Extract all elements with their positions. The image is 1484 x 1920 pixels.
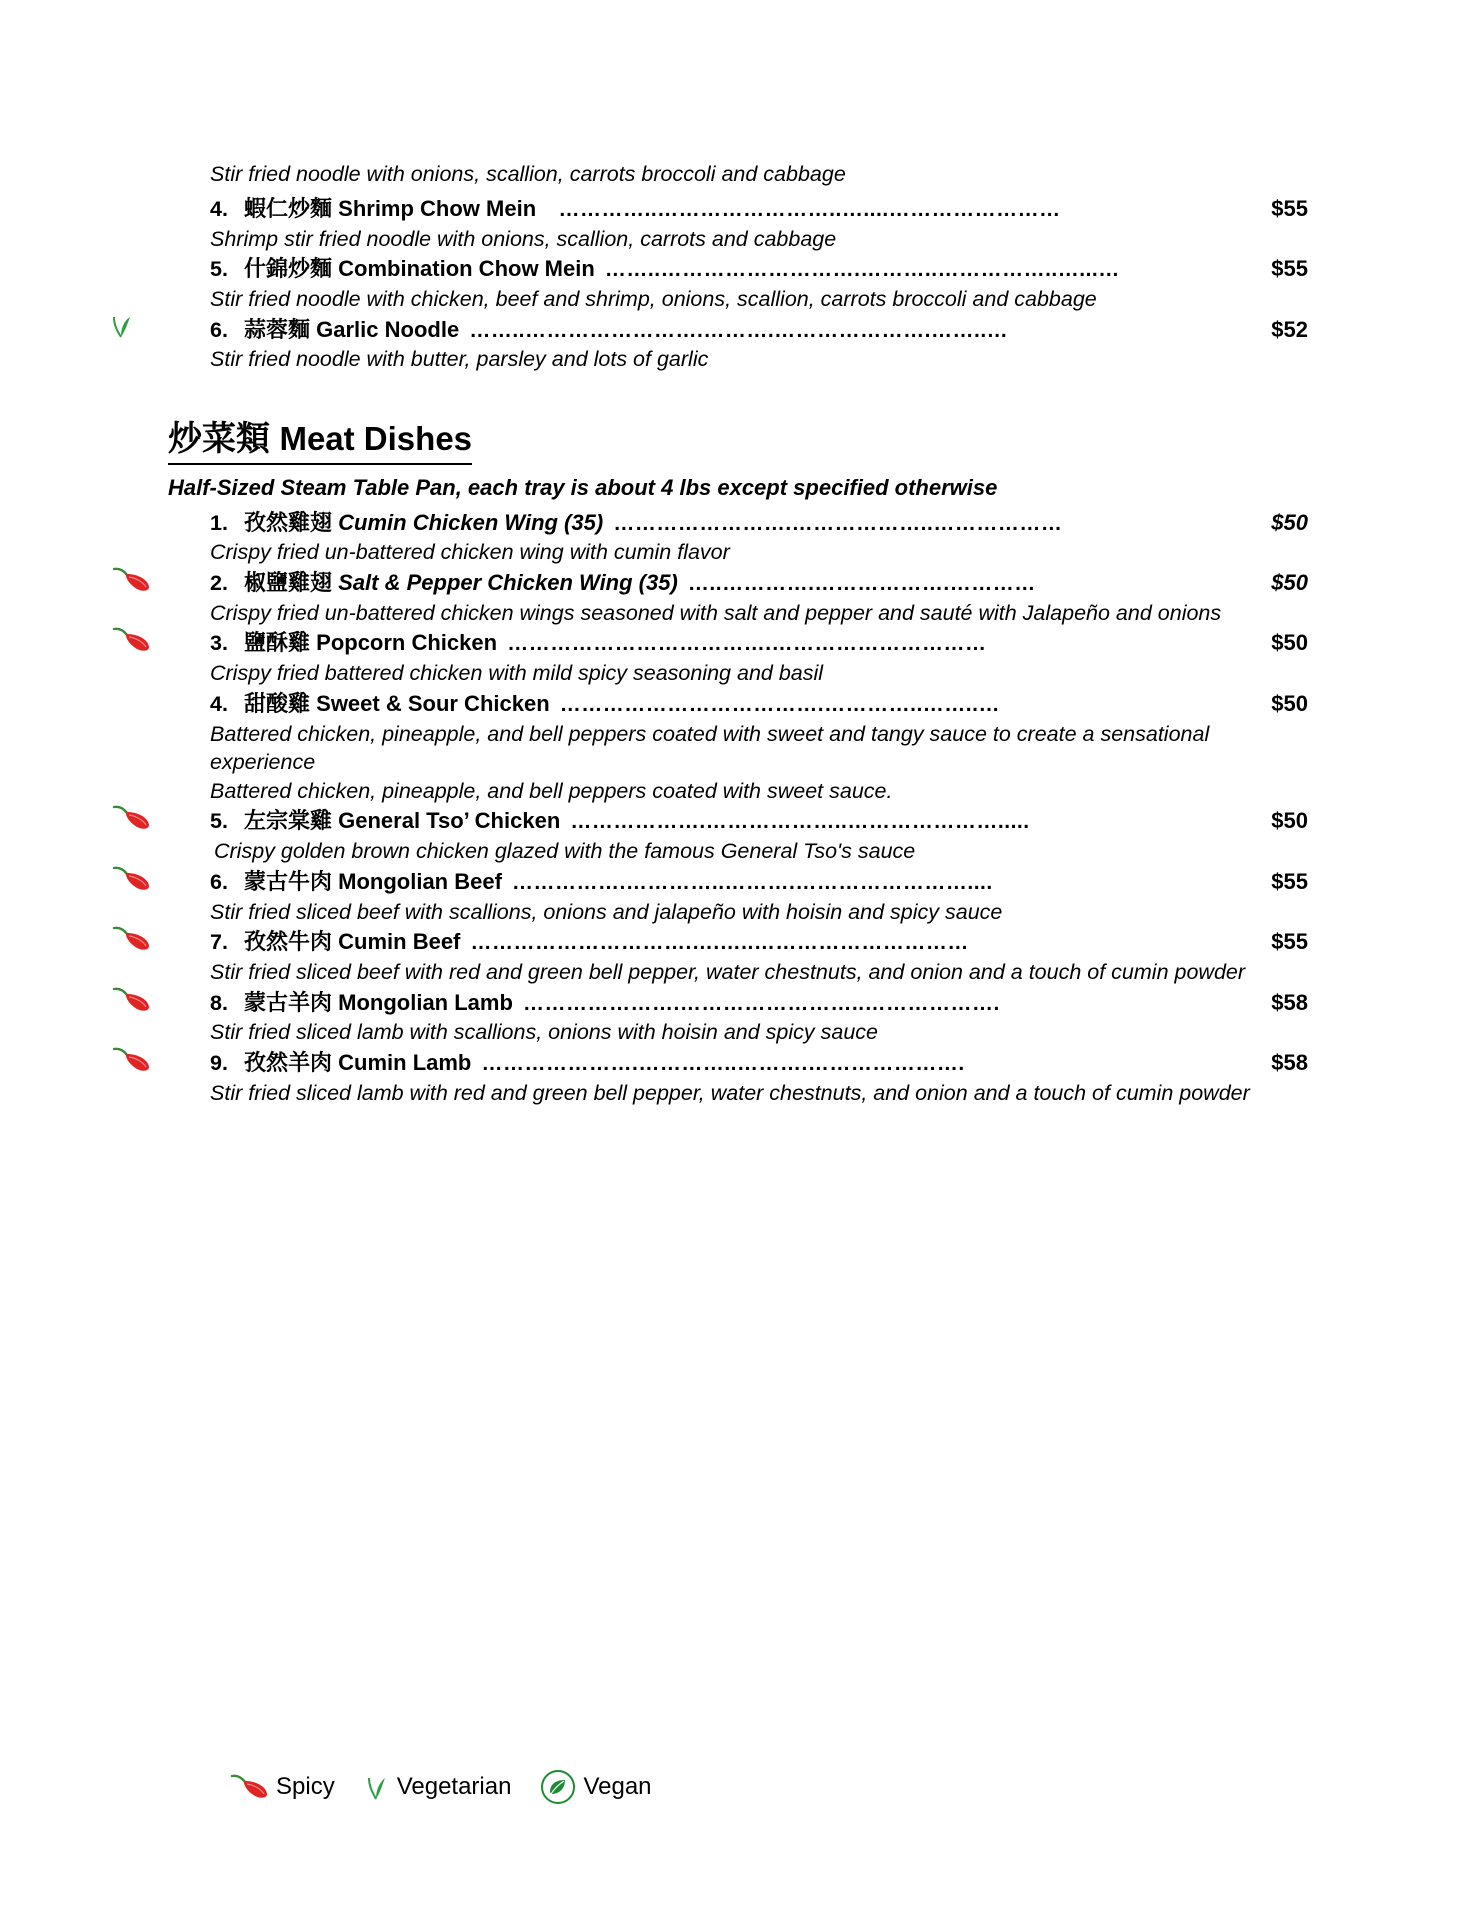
leaf-icon bbox=[110, 314, 134, 340]
item-name-zh: 甜酸雞 bbox=[244, 690, 311, 716]
menu-item-line bbox=[210, 805, 1308, 837]
item-description: Stir fried noodle with butter, parsley and lots of garlic bbox=[210, 347, 709, 372]
menu-item bbox=[168, 567, 1308, 627]
chili-icon bbox=[110, 926, 150, 952]
item-number: 5. bbox=[210, 809, 228, 834]
menu-item-line bbox=[210, 987, 1308, 1019]
item-description: Crispy fried battered chicken with mild spicy seasoning and basil bbox=[210, 661, 824, 686]
menu-item bbox=[168, 805, 1308, 865]
item-name-en: Mongolian Beef bbox=[338, 868, 502, 894]
leader-dots: …………….…………..……….…………………….... bbox=[512, 870, 993, 894]
spicy-marker bbox=[110, 866, 154, 894]
section-header bbox=[168, 418, 472, 465]
menu-item bbox=[168, 926, 1308, 986]
item-name-en: Shrimp Chow Mein bbox=[338, 195, 537, 221]
menu-item bbox=[168, 987, 1308, 1047]
chili-icon bbox=[110, 567, 150, 593]
item-name-zh: 椒鹽雞翅 bbox=[244, 569, 333, 595]
item-name bbox=[244, 627, 503, 658]
menu-item bbox=[168, 1047, 1308, 1107]
item-name-en: Mongolian Lamb bbox=[338, 989, 513, 1015]
item-name bbox=[244, 507, 609, 538]
spicy-marker bbox=[110, 627, 154, 655]
item-description: Crispy fried un-battered chicken wings seasoned with salt and pepper and sauté with Jalapeño and onions bbox=[210, 600, 1222, 625]
menu-item-line bbox=[210, 627, 1308, 659]
menu-item-line bbox=[210, 926, 1308, 958]
item-name-en: Cumin Beef bbox=[338, 929, 461, 955]
item-name-en: Cumin Chicken Wing (35) bbox=[338, 509, 604, 535]
item-description: Stir fried sliced beef with red and green bell pepper, water chestnuts, and onion and a touch of cumin powder bbox=[210, 959, 1246, 984]
legend bbox=[228, 1770, 682, 1804]
item-price: $55 bbox=[1271, 868, 1308, 894]
menu-item-line bbox=[210, 688, 1308, 720]
item-name-en: Combination Chow Mein bbox=[338, 256, 595, 282]
section-header-wrap bbox=[168, 374, 1308, 475]
item-name bbox=[244, 253, 601, 284]
section-title-en: Meat Dishes bbox=[279, 420, 473, 458]
item-price: $52 bbox=[1271, 316, 1308, 342]
item-price: $55 bbox=[1271, 256, 1308, 282]
item-name-zh: 鹽酥雞 bbox=[244, 630, 311, 656]
menu-item bbox=[168, 253, 1308, 313]
item-number: 2. bbox=[210, 570, 228, 595]
spicy-marker bbox=[110, 1047, 154, 1075]
item-number: 7. bbox=[210, 930, 228, 955]
item-name bbox=[244, 926, 467, 957]
item-name-en: General Tso’ Chicken bbox=[338, 808, 561, 834]
vegetarian-marker bbox=[110, 314, 154, 342]
item-number: 6. bbox=[210, 317, 228, 342]
item-name-zh: 孜然雞翅 bbox=[244, 509, 333, 535]
legend-item-vegan bbox=[541, 1770, 651, 1804]
item-number: 4. bbox=[210, 691, 228, 716]
vegan-icon bbox=[541, 1770, 575, 1804]
item-name-zh: 孜然羊肉 bbox=[244, 1049, 333, 1075]
menu-item bbox=[168, 507, 1308, 567]
item-number: 3. bbox=[210, 631, 228, 656]
menu-item bbox=[168, 314, 1308, 374]
leader-dots: ……………………………….…………..……..… bbox=[559, 692, 1000, 716]
item-price: $50 bbox=[1271, 808, 1308, 834]
leader-dots: ……………….………………..…………………..... bbox=[570, 810, 1030, 834]
item-description: Crispy fried un-battered chicken wing with cumin flavor bbox=[210, 540, 730, 565]
menu-item-line bbox=[210, 1047, 1308, 1079]
leader-dots: …………………….………………..……………… bbox=[613, 511, 1063, 535]
item-name-zh: 蒙古牛肉 bbox=[244, 868, 333, 894]
item-price: $50 bbox=[1271, 569, 1308, 595]
item-name bbox=[244, 1047, 478, 1078]
item-number: 6. bbox=[210, 869, 228, 894]
item-name-zh: 什錦炒麵 bbox=[244, 256, 333, 282]
leader-dots: ………………….…………..……….…………………. bbox=[481, 1051, 965, 1075]
leader-dots: ………………………….….…..………………………… bbox=[470, 931, 969, 955]
chili-icon bbox=[110, 1047, 150, 1073]
item-name-zh: 蒙古羊肉 bbox=[244, 989, 333, 1015]
item-name-en: Popcorn Chicken bbox=[316, 630, 498, 656]
spicy-marker bbox=[110, 805, 154, 833]
item-number: 8. bbox=[210, 990, 228, 1015]
item-name-en: Sweet & Sour Chicken bbox=[316, 690, 550, 716]
spicy-marker bbox=[110, 987, 154, 1015]
legend-label-spicy: Spicy bbox=[276, 1773, 335, 1800]
menu-content bbox=[168, 160, 1308, 1107]
item-name-en: Garlic Noodle bbox=[316, 316, 460, 342]
chili-icon bbox=[110, 627, 150, 653]
item-description: Stir fried sliced beef with scallions, onions and jalapeño with hoisin and spicy sauce bbox=[210, 899, 1003, 924]
spicy-marker bbox=[110, 926, 154, 954]
menu-item bbox=[168, 193, 1308, 253]
legend-label-vegan: Vegan bbox=[583, 1773, 652, 1800]
item-number: 4. bbox=[210, 196, 228, 221]
chili-icon bbox=[110, 805, 150, 831]
item-description: Stir fried sliced lamb with scallions, onions with hoisin and spicy sauce bbox=[210, 1020, 879, 1045]
leader-dots: …………..……………………..…....…………………… bbox=[558, 197, 1061, 221]
item-description: Battered chicken, pineapple, and bell peppers coated with sweet and tangy sauce to create a sensational experience bbox=[210, 721, 1210, 775]
item-description-secondary: Battered chicken, pineapple, and bell peppers coated with sweet sauce. bbox=[210, 778, 893, 803]
item-price: $55 bbox=[1271, 929, 1308, 955]
menu-item-line bbox=[210, 567, 1308, 599]
leader-dots: ……..……………………….………..……………..…...… bbox=[604, 258, 1120, 282]
menu-item-line bbox=[210, 193, 1308, 225]
chili-icon bbox=[110, 987, 150, 1013]
menu-item-line bbox=[210, 253, 1308, 285]
chili-icon bbox=[228, 1774, 268, 1800]
section-subtitle: Half-Sized Steam Table Pan, each tray is about 4 lbs except specified otherwise bbox=[168, 474, 998, 500]
lead-description: Stir fried noodle with onions, scallion, carrots broccoli and cabbage bbox=[210, 162, 846, 186]
spicy-marker bbox=[110, 567, 154, 595]
item-name bbox=[244, 567, 684, 598]
item-name-en: Salt & Pepper Chicken Wing (35) bbox=[338, 569, 678, 595]
menu-item-line bbox=[210, 314, 1308, 346]
item-description: Crispy golden brown chicken glazed with the famous General Tso's sauce bbox=[214, 839, 916, 864]
item-number: 9. bbox=[210, 1050, 228, 1075]
legend-item-vegetarian bbox=[365, 1773, 512, 1801]
item-name bbox=[244, 193, 554, 224]
legend-item-spicy bbox=[228, 1773, 335, 1801]
item-description: Stir fried sliced lamb with red and green bell pepper, water chestnuts, and onion and a touch of cumin powder bbox=[210, 1080, 1250, 1105]
leader-dots: ………………….……………………..………………. bbox=[523, 991, 1000, 1015]
item-number: 1. bbox=[210, 510, 228, 535]
item-price: $50 bbox=[1271, 509, 1308, 535]
chili-icon bbox=[110, 866, 150, 892]
section-title-zh: 炒菜類 bbox=[168, 420, 270, 459]
item-name bbox=[244, 314, 465, 345]
menu-item-line bbox=[210, 507, 1308, 539]
leader-dots: …..………….……………….………… bbox=[687, 571, 1036, 595]
item-price: $58 bbox=[1271, 1049, 1308, 1075]
menu-item-line bbox=[210, 866, 1308, 898]
item-price: $55 bbox=[1271, 195, 1308, 221]
item-name bbox=[244, 805, 566, 836]
item-name bbox=[244, 866, 508, 897]
item-name-zh: 蒜蓉麵 bbox=[244, 316, 311, 342]
leaf-icon bbox=[365, 1774, 389, 1800]
menu-item bbox=[168, 866, 1308, 926]
item-name bbox=[244, 688, 556, 719]
item-name bbox=[244, 987, 519, 1018]
item-price: $50 bbox=[1271, 690, 1308, 716]
item-name-zh: 左宗棠雞 bbox=[244, 808, 333, 834]
legend-label-vegetarian: Vegetarian bbox=[396, 1773, 512, 1800]
leader-dots: ……………………………….………………………… bbox=[507, 632, 987, 656]
item-name-zh: 蝦仁炒麵 bbox=[244, 195, 333, 221]
menu-item bbox=[168, 688, 1308, 806]
item-description: Shrimp stir fried noodle with onions, scallion, carrots and cabbage bbox=[210, 226, 837, 251]
item-description: Stir fried noodle with chicken, beef and shrimp, onions, scallion, carrots broccoli and cabbage bbox=[210, 287, 1097, 312]
item-name-en: Cumin Lamb bbox=[338, 1049, 472, 1075]
leader-dots: ……..…………………….……….………………….……..… bbox=[469, 318, 1009, 342]
item-number: 5. bbox=[210, 257, 228, 282]
menu-item bbox=[168, 627, 1308, 687]
item-name-zh: 孜然牛肉 bbox=[244, 929, 333, 955]
item-price: $58 bbox=[1271, 989, 1308, 1015]
item-price: $50 bbox=[1271, 630, 1308, 656]
